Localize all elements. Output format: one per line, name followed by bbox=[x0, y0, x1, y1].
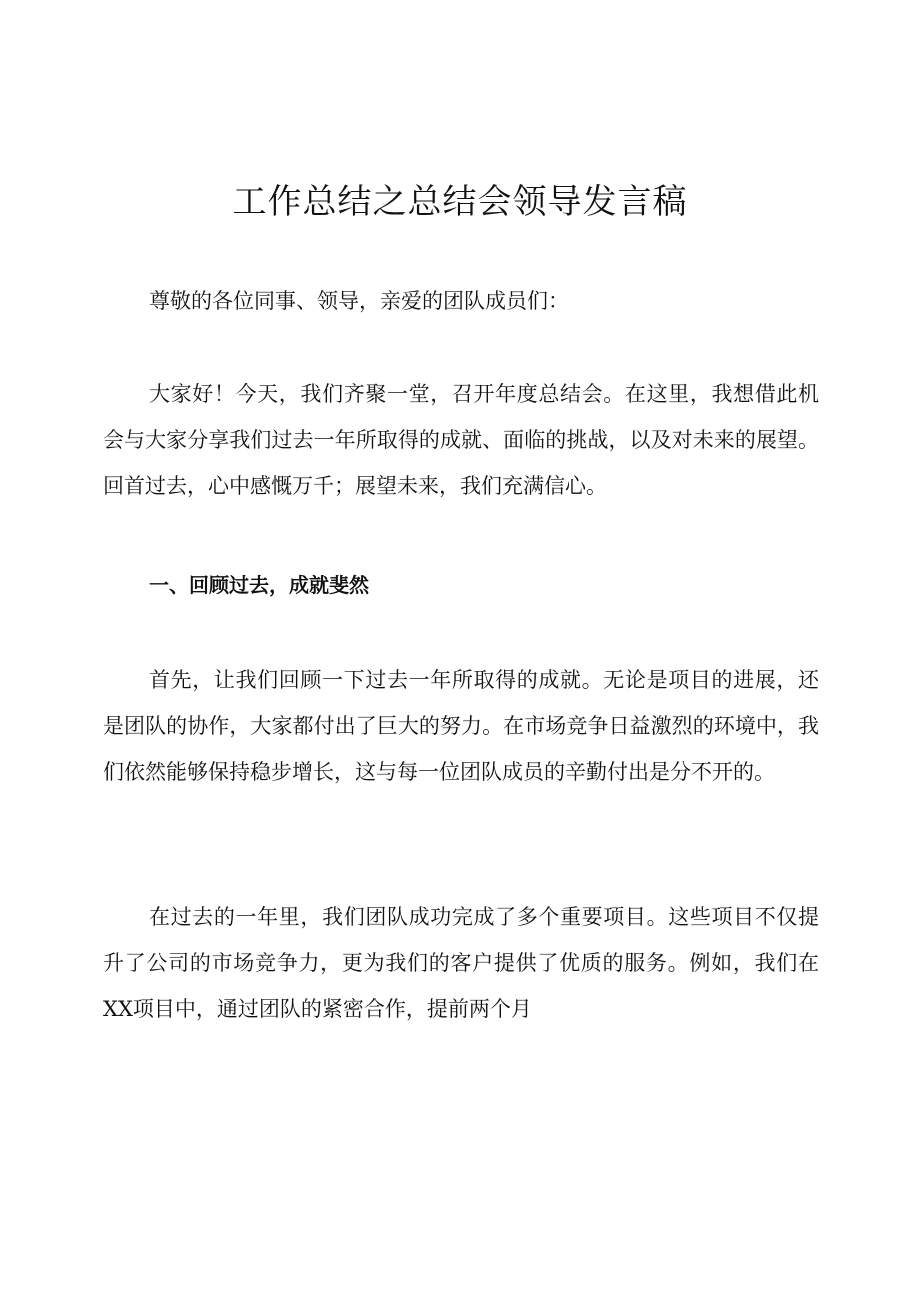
section-heading: 一、回顾过去，成就斐然 bbox=[149, 573, 369, 597]
paragraph-opening: 大家好！今天，我们齐聚一堂，召开年度总结会。在这里，我想借此机会与大家分享我们过去一年所取得的成就、面临的挑战，以及对未来的展望。回首过去，心中感慨万千；展望未来，我们充满信心。 bbox=[103, 382, 819, 498]
paragraph-projects: 在过去的一年里，我们团队成功完成了多个重要项目。这些项目不仅提升了公司的市场竞争力，更为我们的客户提供了优质的服务。例如，我们在XX项目中，通过团队的紧密合作，提前两个月 bbox=[103, 905, 819, 1021]
greeting: 尊敬的各位同事、领导，亲爱的团队成员们： bbox=[149, 289, 569, 313]
page-title: 工作总结之总结会领导发言稿 bbox=[232, 182, 688, 222]
paragraph-achievements: 首先，让我们回顾一下过去一年所取得的成就。无论是项目的进展，还是团队的协作，大家都付出了巨大的努力。在市场竞争日益激烈的环境中，我们依然能够保持稳步增长，这与每一位团队成员的辛勤付出是分不开的。 bbox=[103, 668, 819, 784]
